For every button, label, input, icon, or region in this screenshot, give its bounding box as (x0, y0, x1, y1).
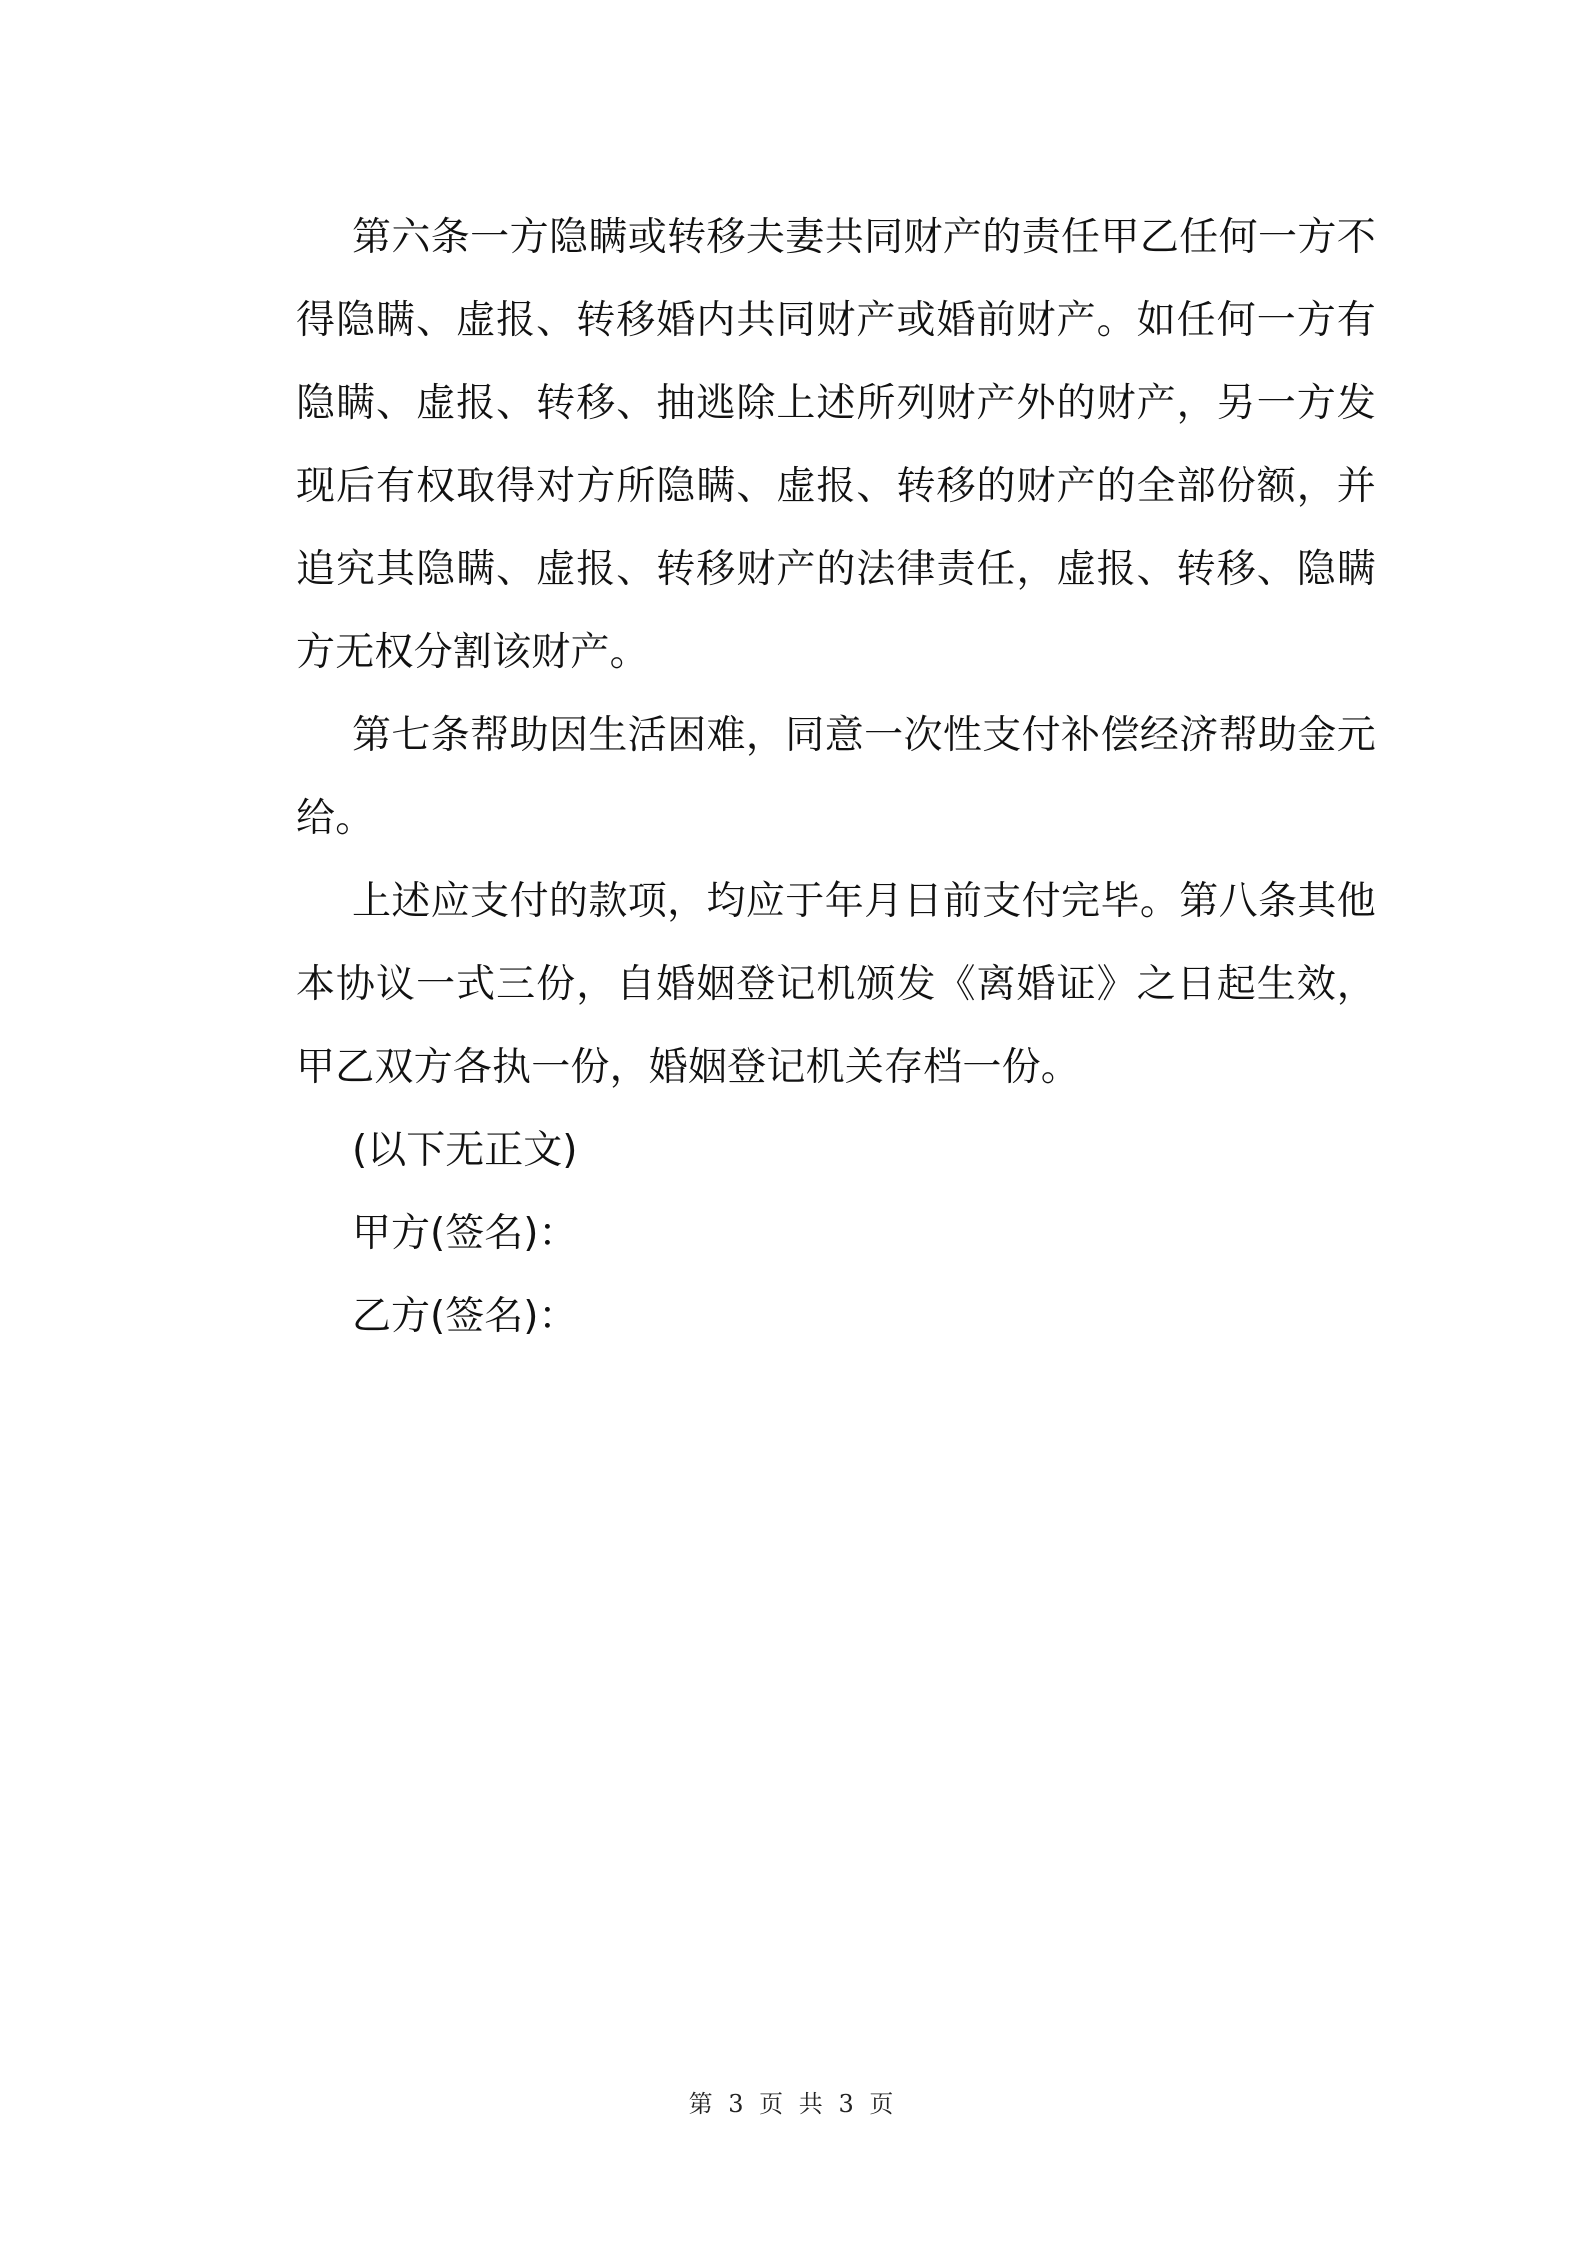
no-further-text-note: (以下无正文) (352, 1128, 578, 1173)
page-number-footer: 第 3 页 共 3 页 (688, 2090, 898, 2118)
party-a-signature-line: 甲方(签名)： (352, 1211, 578, 1256)
document-body (296, 196, 1376, 1358)
party-b-signature-line: 乙方(签名)： (352, 1294, 578, 1339)
article-six-paragraph: 第六条一方隐瞒或转移夫妻共同财产的责任甲乙任何一方不得隐瞒、虚报、转移婚内共同财产或婚前财产。如任何一方有隐瞒、虚报、转移、抽逃除上述所列财产外的财产，另一方发现后有权取得对方所隐瞒、虚报、转移的财产的全部份额，并追究其隐瞒、虚报、转移财产的法律责任，虚报、转移、隐瞒方无权分割该财产。 (296, 215, 1376, 675)
article-seven-paragraph: 第七条帮助因生活困难，同意一次性支付补偿经济帮助金元给。 (296, 713, 1376, 841)
payment-and-article-eight-paragraph: 上述应支付的款项，均应于年月日前支付完毕。第八条其他本协议一式三份，自婚姻登记机颁发《离婚证》之日起生效，甲乙双方各执一份，婚姻登记机关存档一份。 (296, 879, 1376, 1090)
